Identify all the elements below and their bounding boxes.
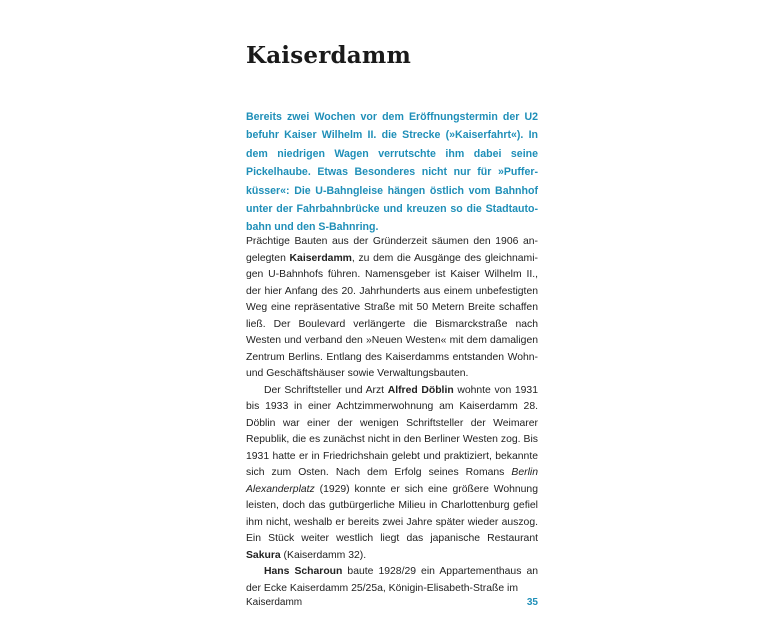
intro-paragraph: Bereits zwei Wochen vor dem Eröffnungstermin der U2 befuhr Kaiser Wilhelm II. die Strecke (»Kaiserfahrt«). In dem niedrigen Wagen verrutschte ihm dabei seine Pickelhaube. Etwas Besonderes nicht nur für »Pufferküsser«: Die U-Bahngleise hängen östlich vom Bahnhof unter der Fahrbahnbrücke und kreuzen so die Stadtautobahn und den S-Bahnring. [246, 111, 538, 234]
body-text [246, 234, 538, 597]
footer-label: Kaiserdamm [246, 597, 303, 608]
bold-term-alfred-doeblin: Alfred Döblin [387, 384, 454, 396]
body-paragraph-2 [246, 383, 538, 565]
bold-term-sakura: Sakura [246, 549, 281, 561]
text-segment: Der Schriftsteller und Arzt [264, 384, 388, 396]
bold-term-kaiserdamm: Kaiserdamm [289, 252, 352, 264]
body-paragraph-1 [246, 234, 538, 383]
text-segment: Prächtige Bauten aus der Gründerzeit säumen den 1906 angelegten [246, 236, 538, 264]
page-number: 35 [526, 597, 538, 608]
text-segment: baute 1928/29 ein Appartementhaus an der Ecke Kaiserdamm 25/25a, Königin-Elisabeth-Straße im [246, 566, 538, 594]
body-paragraph-3 [246, 564, 538, 597]
italic-book-title: Berlin Alexanderplatz [246, 467, 538, 495]
text-segment: wohnte von 1931 bis 1933 in einer Achtzimmerwohnung am Kaiserdamm 28. Döblin war einer der wenigen Schriftsteller der Weimarer Republik, die es zunächst nicht in den Berliner Westen zog. Bis 1931 hatte er in Friedrichshain gelebt und praktiziert, bekannte sich zum Osten. Nach dem Erfolg seines Romans [246, 384, 538, 478]
page-title: Kaiserdamm [246, 42, 411, 69]
bold-term-hans-scharoun: Hans Scharoun [264, 566, 343, 577]
text-segment: (Kaiserdamm 32). [280, 549, 367, 561]
text-segment: (1929) konnte er sich eine größere Wohnung leisten, doch das gutbürgerliche Milieu in Charlottenburg gefiel ihm nicht, weshalb er bereits zwei Jahre später wieder auszog. Ein Stück weiter westlich liegt das japanische Restaurant [246, 483, 538, 544]
text-segment: , zu dem die Ausgänge des gleichnamigen U-Bahnhofs führen. Namensgeber ist Kaiser Wilhelm II., der hier Anfang des 20. Jahrhunderts aus einem unbefestigten Weg eine repräsentative Straße mit 50 Metern Breite schaffen ließ. Der Boulevard verlängerte die Bismarckstraße nach Westen und verband den »Neuen Westen« mit dem damaligen Zentrum Berlins. Entlang des Kaiserdamms entstanden Wohn- und Geschäftshäuser sowie Verwaltungsbauten. [246, 252, 538, 379]
